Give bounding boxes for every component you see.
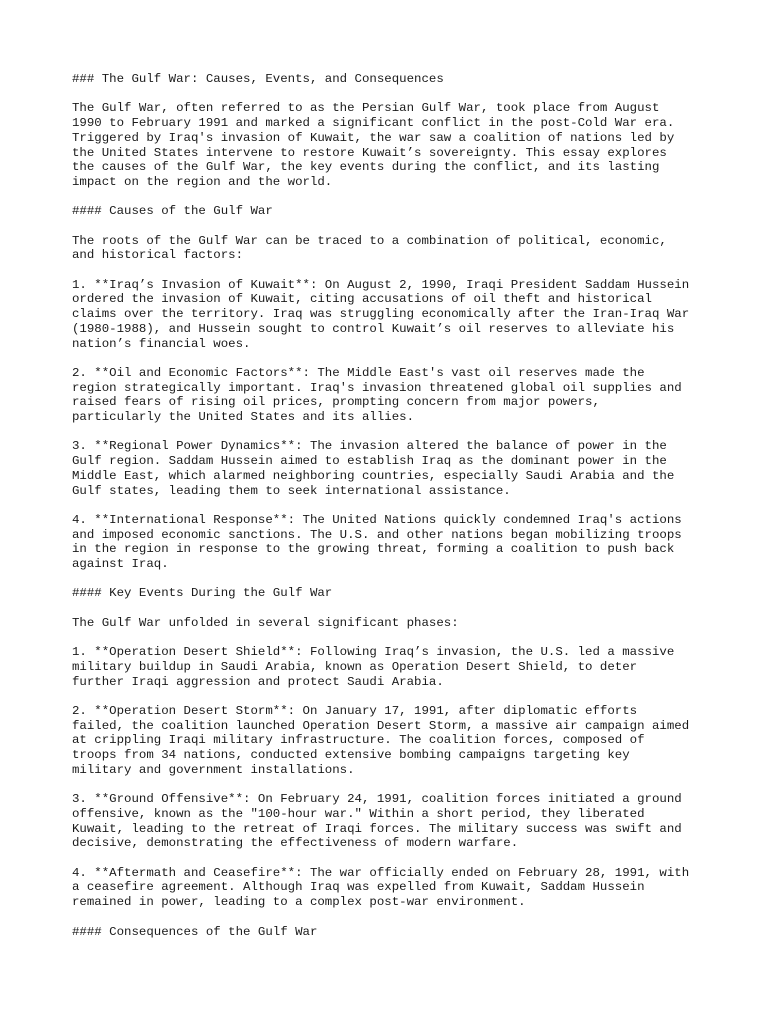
events-item: 4. **Aftermath and Ceasefire**: The war officially ended on February 28, 1991, with a ceasefire agreement. Although Iraq was expelled from Kuwait, Saddam Hussein remained in power, leading to a complex post-war environment. — [72, 865, 690, 910]
document-title: ### The Gulf War: Causes, Events, and Consequences — [72, 72, 444, 86]
events-item: 1. **Operation Desert Shield**: Following Iraq’s invasion, the U.S. led a massive military buildup in Saudi Arabia, known as Operation Desert Shield, to deter further Iraqi aggression and protect Saudi Arabia. — [72, 645, 675, 689]
causes-heading: #### Causes of the Gulf War — [72, 204, 273, 219]
events-item: 2. **Operation Desert Storm**: On January 17, 1991, after diplomatic efforts failed, the coalition launched Operation Desert Storm, a massive air campaign aimed at crippling Iraqi military infrastructure. The coalition forces, composed of troops from 34 nations, conducted extensive bombing campaigns targeting key military and government installations. — [72, 704, 690, 777]
causes-item: 4. **International Response**: The United Nations quickly condemned Iraq's actions and imposed economic sanctions. The U.S. and other nations began mobilizing troops in the region in response to the growing threat, forming a coalition to push back against Iraq. — [72, 512, 682, 572]
consequences-heading: #### Consequences of the Gulf War — [72, 924, 318, 939]
causes-item: 3. **Regional Power Dynamics**: The invasion altered the balance of power in the Gulf region. Saddam Hussein aimed to establish Iraq as the dominant power in the Middle East, which alarmed neighboring countries, especially Saudi Arabia and the Gulf states, leading them to seek international assistance. — [72, 439, 675, 498]
events-heading: #### Key Events During the Gulf War — [72, 586, 333, 601]
causes-item: 2. **Oil and Economic Factors**: The Middle East's vast oil reserves made the region strategically important. Iraq's invasion threatened global oil supplies and raised fears of rising oil prices, prompting concern from major powers, particularly the United States and its allies. — [72, 365, 682, 425]
events-lead-paragraph: The Gulf War unfolded in several significant phases: — [72, 615, 459, 630]
intro-paragraph: The Gulf War, often referred to as the Persian Gulf War, took place from August 1990 to February 1991 and marked a significant conflict in the post-Cold War era. Triggered by Iraq's invasion of Kuwait, the war saw a coalition of nations led by the United States intervene to restore Kuwait’s sovereignty. This essay explores the causes of the Gulf War, the key events during the conflict, and its lasting impact on the region and the world. — [72, 101, 675, 189]
causes-item: 1. **Iraq’s Invasion of Kuwait**: On August 2, 1990, Iraqi President Saddam Hussein ordered the invasion of Kuwait, citing accusations of oil theft and historical claims over the territory. Iraq was struggling economically after the Iran-Iraq War (1980-1988), and Hussein sought to control Kuwait’s oil reserves to alleviate his nation’s financial woes. — [72, 277, 690, 351]
causes-lead-paragraph: The roots of the Gulf War can be traced to a combination of political, economic, and historical factors: — [72, 233, 667, 263]
document-page — [72, 72, 712, 954]
events-item: 3. **Ground Offensive**: On February 24, 1991, coalition forces initiated a ground offensive, known as the "100-hour war." Within a short period, they liberated Kuwait, leading to the retreat of Iraqi forces. The military success was swift and decisive, demonstrating the effectiveness of modern warfare. — [72, 792, 682, 851]
